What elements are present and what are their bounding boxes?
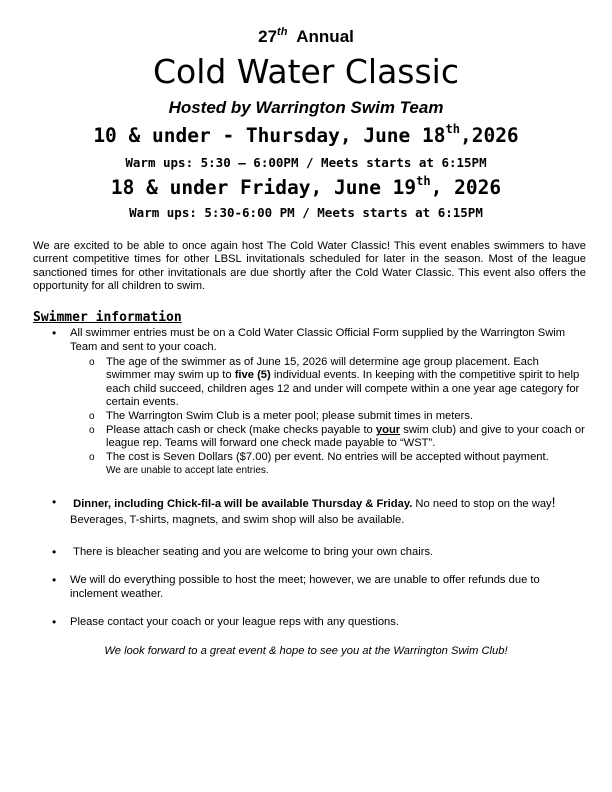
swimmer-information-heading: Swimmer information [33,310,182,325]
age-text-b: individual events. In keeping with the competitive spirit to help each child succeed, children ages 12 and under will compete within a one year age category for certain events. [106,369,580,408]
meet2-ordinal-suffix: th [416,174,431,188]
payment-text-a: Please attach cash or check (make checks payable to [106,424,376,436]
dinner-text-b: Beverages, T-shirts, magnets, and swim shop will also be available. [70,514,405,526]
sub-item-cost [89,451,586,478]
list-item-contact [52,615,586,630]
annual-number: 27 [258,27,278,46]
contact-text: Please contact your coach or your league reps with any questions. [70,616,399,628]
bullet-dot-icon: • [52,326,57,340]
list-item-entries [52,326,586,354]
intro-paragraph: We are excited to be able to once again host The Cold Water Classic! This event enables swimmers to have current competitive times for other LBSL invitationals scheduled for later in the season. Most of the league sanctioned times for other invitationals are due shortly after the Cold Water Classic. This event also offers the opportunity for all children to swim. [33,240,586,292]
meet1-year: ,2026 [459,124,519,147]
bullet-dot-icon: • [52,615,57,629]
list-item-dinner [52,494,586,528]
annual-word: Annual [296,27,354,46]
list-item-refunds [52,573,586,601]
bullet-dot-icon: • [52,495,57,509]
payment-text-bold: your [375,424,401,436]
entries-text: All swimmer entries must be on a Cold Water Classic Official Form supplied by the Warrington Swim Team and sent to your coach. [70,327,566,353]
dinner-text-bold: Dinner, including Chick-fil-a will be available Thursday & Friday. [73,498,413,510]
dinner-text-a: No need to stop on the way [412,498,552,510]
meet1-date-line [0,124,612,147]
meet2-prefix: 18 & under Friday, June 19 [110,176,417,199]
dinner-exclamation: ! [551,494,556,510]
event-title: Cold Water Classic [152,52,459,91]
sub-item-age [89,356,586,409]
meet2-warmups: Warm ups: 5:30-6:00 PM / Meets starts at 6:15PM [129,205,483,220]
bullet-dot-icon: • [52,545,57,559]
bullet-dot-icon: • [52,573,57,587]
list-item-seating [52,545,586,560]
circle-bullet-icon: o [89,425,95,436]
circle-bullet-icon: o [89,411,95,422]
pool-text: The Warrington Swim Club is a meter pool; please submit times in meters. [106,410,474,422]
annual-edition-line [0,27,612,47]
age-text-a: The age of the swimmer as of June 15, 2026 will determine age group placement. Each swimmer may swim up to [106,356,539,382]
annual-ordinal-suffix: th [277,26,288,38]
sub-item-payment [89,424,586,451]
age-text-bold: five (5) [234,369,271,382]
sub-item-pool [89,410,586,423]
closing-line: We look forward to a great event & hope to see you at the Warrington Swim Club! [104,645,508,657]
meet1-ordinal-suffix: th [445,122,460,136]
circle-bullet-icon: o [89,452,95,463]
meet1-warmups: Warm ups: 5:30 – 6:00PM / Meets starts at 6:15PM [125,155,487,170]
meet2-year: , 2026 [430,176,502,199]
meet1-prefix: 10 & under - Thursday, June 18 [93,124,446,147]
hosted-by-line: Hosted by Warrington Swim Team [168,98,444,117]
late-entries-note: We are unable to accept late entries. [106,465,269,477]
payment-text-b: swim club) and give to your coach or league rep. Teams will forward one check made payable to “WST”. [106,424,585,450]
meet2-date-line [0,176,612,199]
circle-bullet-icon: o [89,357,95,368]
seating-text: There is bleacher seating and you are welcome to bring your own chairs. [73,546,434,558]
refunds-text: We will do everything possible to host the meet; however, we are unable to offer refunds due to inclement weather. [70,574,540,600]
cost-text: The cost is Seven Dollars ($7.00) per event. No entries will be accepted without payment. [106,451,549,463]
